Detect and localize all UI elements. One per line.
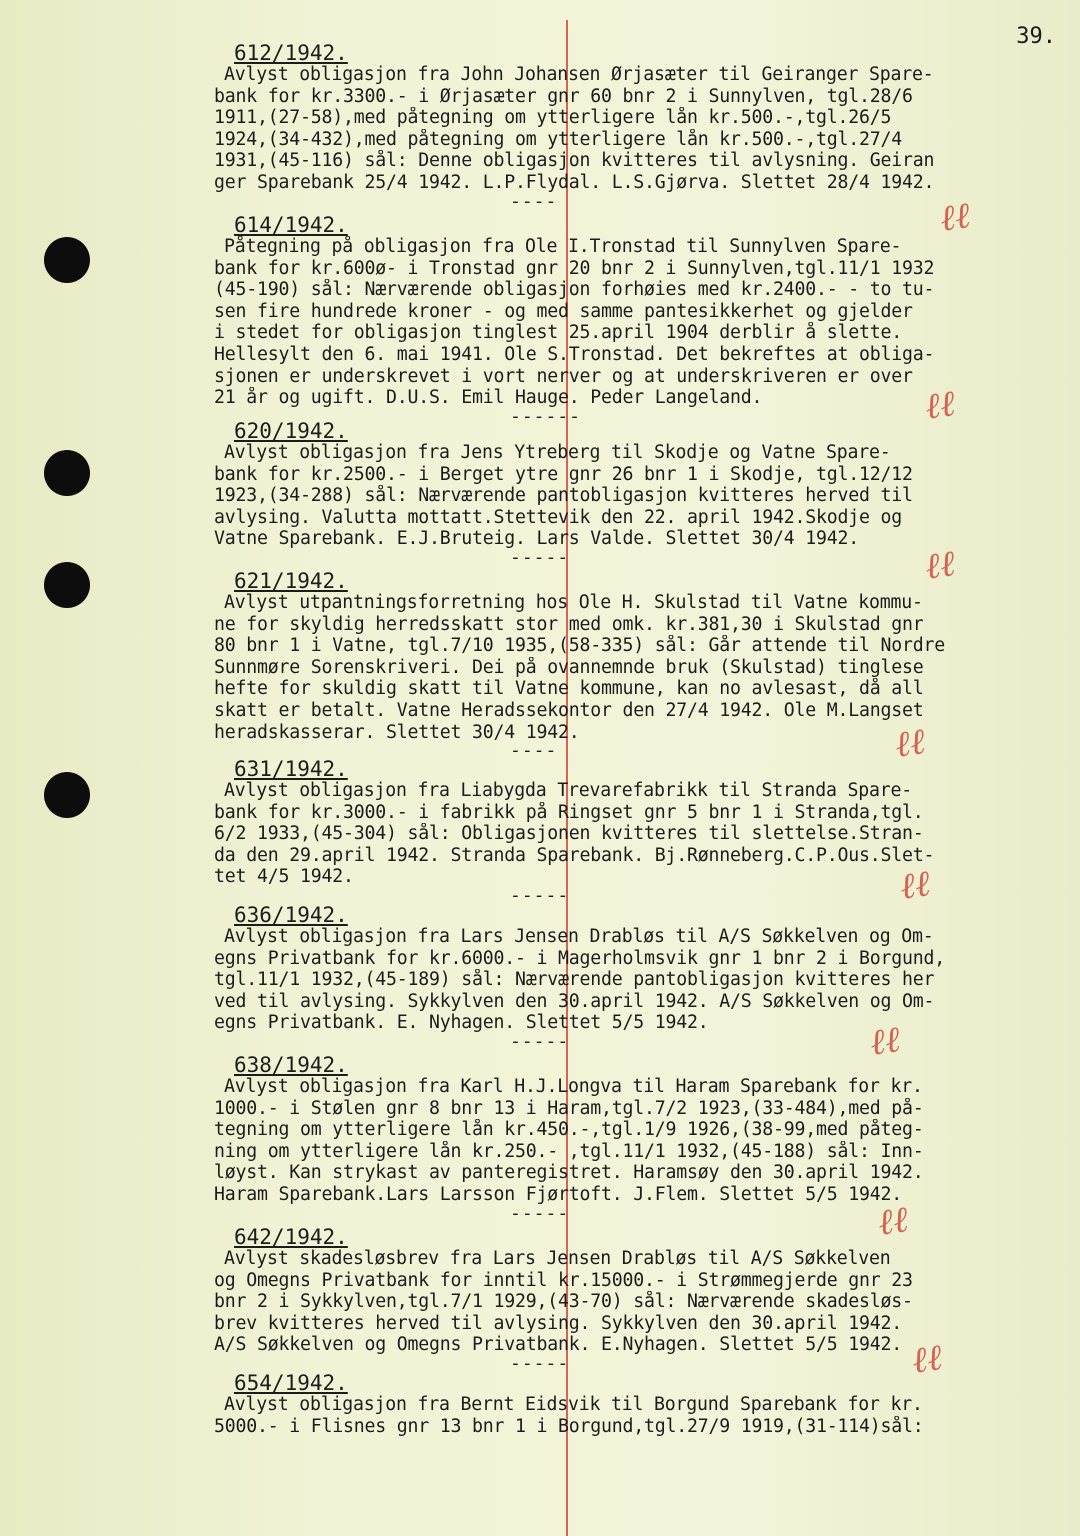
entry-separator: ----- bbox=[510, 1030, 570, 1052]
ledger-entry bbox=[214, 1054, 1064, 1222]
entry-number: 620/1942. bbox=[234, 419, 348, 443]
entry-number: 631/1942. bbox=[234, 757, 348, 781]
entry-separator: ------ bbox=[510, 405, 582, 427]
punch-hole-icon bbox=[44, 562, 90, 608]
entry-separator: ---- bbox=[510, 740, 558, 762]
entry-text-line: (45-190) sål: Nærværende obligasjon forhøies med kr.2400.- - to tu- bbox=[214, 279, 935, 301]
approval-mark-icon: ℓℓ bbox=[909, 1337, 945, 1382]
entry-number: 642/1942. bbox=[234, 1225, 348, 1249]
entry-text-line: sen fire hundrede kroner - og med samme pantesikkerhet og gjelder bbox=[214, 300, 913, 322]
entry-text-line: Hellesylt den 6. mai 1941. Ole S.Tronstad. Det bekreftes at obliga- bbox=[214, 343, 935, 365]
entry-text-line: egns Privatbank. E. Nyhagen. Slettet 5/5 1942. bbox=[214, 1012, 709, 1034]
entry-separator: ----- bbox=[510, 1202, 570, 1224]
punch-hole-icon bbox=[44, 450, 90, 496]
entry-text-line: 1000.- i Stølen gnr 8 bnr 13 i Haram,tgl.7/2 1923,(33-484),med på- bbox=[214, 1097, 924, 1119]
entry-text-line: bank for kr.3300.- i Ørjasæter gnr 60 bnr 2 i Sunnylven, tgl.28/6 bbox=[214, 85, 913, 107]
entry-text-line: tgl.11/1 1932,(45-189) sål: Nærværende pantobligasjon kvitteres her bbox=[214, 969, 935, 991]
entry-text-line: skatt er betalt. Vatne Heradssekontor den 27/4 1942. Ole M.Langset bbox=[214, 699, 924, 721]
entry-text-line: hefte for skuldig skatt til Vatne kommune, kan no avlesast, då all bbox=[214, 678, 924, 700]
entry-text-line: brev kvitteres herved til avlysing. Sykkylven den 30.april 1942. bbox=[214, 1312, 902, 1334]
entry-text-line: tet 4/5 1942. bbox=[214, 866, 354, 888]
entry-text-line: egns Privatbank for kr.6000.- i Magerholmsvik gnr 1 bnr 2 i Borgund, bbox=[214, 947, 945, 969]
entry-text-line: løyst. Kan strykast av panteregistret. Haramsøy den 30.april 1942. bbox=[214, 1162, 924, 1184]
entry-text-line: 1931,(45-116) sål: Denne obligasjon kvitteres til avlysning. Geiran bbox=[214, 150, 935, 172]
entry-number: 612/1942. bbox=[234, 41, 348, 65]
entry-separator: ----- bbox=[510, 546, 570, 568]
ledger-entry bbox=[214, 42, 1064, 210]
approval-mark-icon: ℓℓ bbox=[892, 721, 928, 766]
entry-text-line: tegning om ytterligere lån kr.450.-,tgl.1/9 1926,(38-99,med påteg- bbox=[214, 1119, 924, 1141]
entry-separator: ---- bbox=[510, 190, 558, 212]
entry-text-line: heradskasserar. Slettet 30/4 1942. bbox=[214, 721, 580, 743]
approval-mark-icon: ℓℓ bbox=[922, 383, 958, 428]
entry-text-line: 1911,(27-58),med påtegning om ytterligere lån kr.500.-,tgl.26/5 bbox=[214, 107, 892, 129]
entry-text-line: i stedet for obligasjon tinglest 25.april 1904 derblir å slette. bbox=[214, 322, 902, 344]
entry-text-line: og Omegns Privatbank for inntil kr.15000.- i Strømmegjerde gnr 23 bbox=[214, 1269, 913, 1291]
entry-text-line: sjonen er underskrevet i vort nerver og at underskriveren er over bbox=[214, 365, 913, 387]
punch-hole-icon bbox=[44, 772, 90, 818]
entry-text-line: Sunnmøre Sorenskriveri. Dei på ovannemnde bruk (Skulstad) tinglese bbox=[214, 656, 924, 678]
entry-text-line: Påtegning på obligasjon fra Ole I.Tronstad til Sunnylven Spare- bbox=[224, 236, 902, 257]
entry-text-line: 80 bnr 1 i Vatne, tgl.7/10 1935,(58-335) sål: Går attende til Nordre bbox=[214, 635, 945, 657]
ledger-entry bbox=[214, 758, 1064, 904]
entry-text-line: ne for skyldig herredsskatt stor med omk. kr.381,30 i Skulstad gnr bbox=[214, 613, 924, 635]
entry-text-line: Avlyst obligasjon fra Lars Jensen Drabløs til A/S Søkkelven og Om- bbox=[224, 926, 934, 947]
entry-text-line: Avlyst obligasjon fra Bernt Eidsvik til Borgund Sparebank for kr. bbox=[224, 1394, 923, 1415]
entry-text-line: Vatne Sparebank. E.J.Bruteig. Lars Valde. Slettet 30/4 1942. bbox=[214, 528, 859, 550]
entry-text-line: bank for kr.2500.- i Berget ytre gnr 26 bnr 1 i Skodje, tgl.12/12 bbox=[214, 463, 913, 485]
entry-text-line: Avlyst obligasjon fra Liabygda Trevarefabrikk til Stranda Spare- bbox=[224, 780, 912, 801]
entry-separator: ----- bbox=[510, 1352, 570, 1374]
entry-text-line: Haram Sparebank.Lars Larsson Fjørtoft. J.Flem. Slettet 5/5 1942. bbox=[214, 1183, 902, 1205]
entry-text-line: da den 29.april 1942. Stranda Sparebank. Bj.Rønneberg.C.P.Ous.Slet- bbox=[214, 844, 935, 866]
ledger-entry bbox=[214, 904, 1064, 1050]
entry-text-line: ger Sparebank 25/4 1942. L.P.Flydal. L.S.Gjørva. Slettet 28/4 1942. bbox=[214, 171, 935, 193]
entry-number: 636/1942. bbox=[234, 903, 348, 927]
approval-mark-icon: ℓℓ bbox=[867, 1019, 903, 1064]
approval-mark-icon: ℓℓ bbox=[875, 1199, 911, 1244]
entry-text-line: 5000.- i Flisnes gnr 13 bnr 1 i Borgund,tgl.27/9 1919,(31-114)sål: bbox=[214, 1415, 924, 1437]
entry-text-line: bnr 2 i Sykkylven,tgl.7/1 1929,(43-70) sål: Nærværende skadesløs- bbox=[214, 1291, 913, 1313]
entry-separator: ----- bbox=[510, 884, 570, 906]
entry-text-line: ning om ytterligere lån kr.250.- ,tgl.11/1 1932,(45-188) sål: Inn- bbox=[214, 1140, 924, 1162]
entry-text-line: Avlyst utpantningsforretning hos Ole H. Skulstad til Vatne kommu- bbox=[224, 592, 923, 613]
entry-text-line: ved til avlysing. Sykkylven den 30.april 1942. A/S Søkkelven og Om- bbox=[214, 990, 935, 1012]
ledger-entry bbox=[214, 569, 1064, 762]
ledger-entry bbox=[214, 1372, 1064, 1437]
entry-number: 638/1942. bbox=[234, 1053, 348, 1077]
approval-mark-icon: ℓℓ bbox=[922, 543, 958, 588]
entry-number: 654/1942. bbox=[234, 1371, 348, 1395]
approval-mark-icon: ℓℓ bbox=[937, 195, 973, 240]
entry-text-line: Avlyst obligasjon fra Jens Ytreberg til Skodje og Vatne Spare- bbox=[224, 442, 891, 463]
entry-text-line: Avlyst skadesløsbrev fra Lars Jensen Drabløs til A/S Søkkelven bbox=[224, 1248, 891, 1269]
entry-text-line: Avlyst obligasjon fra John Johansen Ørjasæter til Geiranger Spare- bbox=[224, 64, 934, 85]
entry-text-line: avlysing. Valutta mottatt.Stettevik den 22. april 1942.Skodje og bbox=[214, 506, 902, 528]
entry-text-line: A/S Søkkelven og Omegns Privatbank. E.Nyhagen. Slettet 5/5 1942. bbox=[214, 1334, 902, 1356]
entry-text-line: 1924,(34-432),med påtegning om ytterligere lån kr.500.-,tgl.27/4 bbox=[214, 128, 902, 150]
entry-text-line: Avlyst obligasjon fra Karl H.J.Longva til Haram Sparebank for kr. bbox=[224, 1076, 923, 1097]
entry-text-line: bank for kr.600ø- i Tronstad gnr 20 bnr 2 i Sunnylven,tgl.11/1 1932 bbox=[214, 257, 935, 279]
approval-mark-icon: ℓℓ bbox=[897, 863, 933, 908]
entry-text-line: 6/2 1933,(45-304) sål: Obligasjonen kvitteres til slettelse.Stran- bbox=[214, 823, 924, 845]
entry-text-line: bank for kr.3000.- i fabrikk på Ringset gnr 5 bnr 1 i Stranda,tgl. bbox=[214, 801, 924, 823]
entry-number: 614/1942. bbox=[234, 213, 348, 237]
page-number: 39. bbox=[1016, 24, 1056, 49]
punch-hole-icon bbox=[44, 237, 90, 283]
entry-text-line: 1923,(34-288) sål: Nærværende pantobligasjon kvitteres herved til bbox=[214, 485, 913, 507]
entry-text-line: 21 år og ugift. D.U.S. Emil Hauge. Peder Langeland. bbox=[214, 387, 763, 409]
entry-number: 621/1942. bbox=[234, 569, 348, 593]
